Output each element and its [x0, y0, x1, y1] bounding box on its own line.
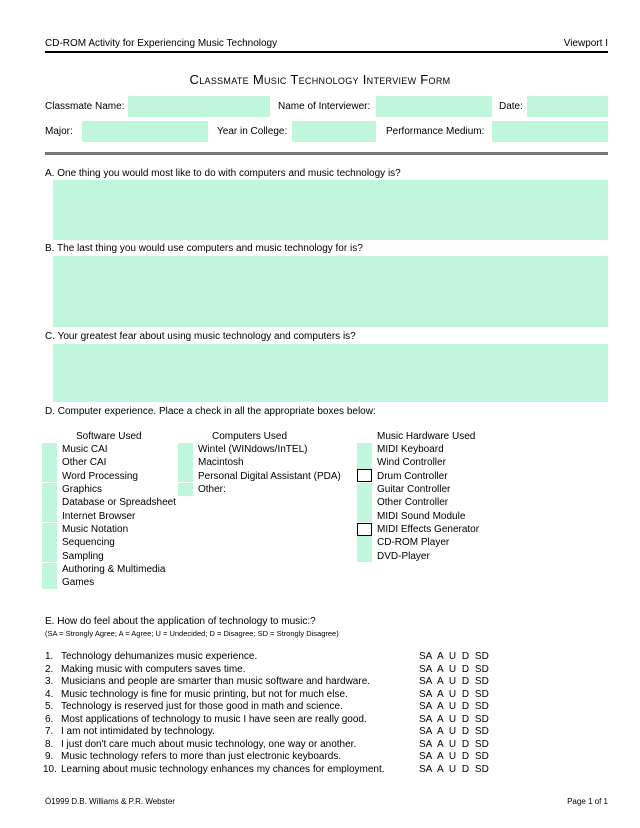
rating-statement: Making music with computers saves time.	[61, 663, 246, 675]
computers-checkbox[interactable]	[178, 443, 193, 456]
hardware-checkbox[interactable]	[357, 536, 372, 549]
software-item-games: Games	[62, 577, 95, 588]
rating-row	[45, 751, 515, 763]
software-item-other-cai: Other CAI	[62, 457, 107, 468]
hardware-checkbox[interactable]	[357, 496, 372, 509]
date-label: Date:	[499, 101, 523, 112]
classmate-name-field[interactable]	[128, 96, 270, 117]
year-field[interactable]	[292, 121, 376, 142]
software-checkbox[interactable]	[42, 509, 57, 522]
rating-row	[45, 701, 515, 713]
question-d: D. Computer experience. Place a check in all the appropriate boxes below:	[45, 406, 376, 417]
hardware-item-midi-keyboard: MIDI Keyboard	[377, 444, 444, 455]
question-a: A. One thing you would most like to do with computers and music technology is?	[45, 168, 401, 179]
software-item-sampling: Sampling	[62, 551, 104, 562]
software-item-internet-browser: Internet Browser	[62, 511, 136, 522]
rating-number: 6.	[45, 713, 54, 725]
computers-item-other: Other:	[198, 484, 226, 495]
date-field[interactable]	[527, 96, 608, 117]
answer-c-box[interactable]	[53, 344, 608, 402]
rating-number: 9.	[45, 751, 54, 762]
rating-number: 7.	[45, 726, 54, 737]
rating-scale[interactable]: SA A U D SD	[419, 688, 489, 700]
rating-scale[interactable]: SA A U D SD	[419, 763, 489, 775]
hardware-item-other-controller: Other Controller	[377, 497, 449, 508]
software-item-graphics: Graphics	[62, 484, 103, 495]
rating-number: 1.	[45, 651, 54, 662]
rating-statement: I am not intimidated by technology.	[61, 726, 215, 737]
rating-statement: Musicians and people are smarter than music software and hardware.	[61, 676, 371, 687]
software-checkbox[interactable]	[42, 563, 57, 576]
rating-row	[45, 714, 515, 726]
software-checkbox[interactable]	[42, 523, 57, 536]
hardware-item-guitar-controller: Guitar Controller	[377, 484, 451, 495]
hardware-checkbox[interactable]	[357, 523, 372, 536]
hardware-item-midi-sound-module: MIDI Sound Module	[377, 511, 466, 522]
software-checkbox[interactable]	[42, 549, 57, 562]
rating-statement: Music technology refers to more than just electronic keyboards.	[61, 751, 342, 762]
hardware-checkbox[interactable]	[357, 483, 372, 496]
hardware-item-dvd: DVD-Player	[377, 551, 430, 562]
hardware-checkbox[interactable]	[357, 456, 372, 469]
rating-statement: Learning about music technology enhances my chances for employment.	[61, 763, 385, 775]
computers-checkbox[interactable]	[178, 456, 193, 469]
rating-number: 5.	[45, 701, 54, 712]
rating-statement: Most applications of technology to music I have seen are really good.	[61, 713, 367, 725]
header-right: Viewport I	[563, 38, 608, 49]
header-left: CD-ROM Activity for Experiencing Music Technology	[45, 38, 278, 49]
rating-statement: Technology is reserved just for those good in math and science.	[61, 701, 343, 712]
software-checkbox[interactable]	[42, 443, 57, 456]
hardware-checkbox[interactable]	[357, 509, 372, 522]
hardware-checkbox[interactable]	[357, 469, 372, 482]
rating-number: 8.	[45, 738, 54, 750]
computers-heading: Computers Used	[212, 431, 288, 442]
medium-field[interactable]	[492, 121, 608, 142]
software-checkbox[interactable]	[42, 483, 57, 496]
rating-row	[45, 651, 515, 663]
hardware-item-drum-controller: Drum Controller	[377, 471, 448, 482]
footer-copyright: Ó1999 D.B. Williams & P.R. Webster	[45, 797, 175, 806]
rating-legend: (SA = Strongly Agree; A = Agree; U = Undecided; D = Disagree; SD = Strongly Disagree)	[45, 629, 339, 638]
software-item-database: Database or Spreadsheet	[62, 497, 176, 508]
question-e: E. How do feel about the application of technology to music:?	[45, 616, 316, 627]
header-rule	[45, 51, 608, 53]
major-field[interactable]	[82, 121, 208, 142]
page-title: Classmate Music Technology Interview Form	[189, 72, 451, 87]
hardware-item-wind-controller: Wind Controller	[377, 457, 446, 468]
software-item-music-cai: Music CAI	[62, 444, 108, 455]
hardware-checkbox[interactable]	[357, 443, 372, 456]
rating-number: 3.	[45, 676, 54, 687]
rating-scale[interactable]: SA A U D SD	[419, 676, 489, 687]
software-checkbox[interactable]	[42, 469, 57, 482]
rating-row	[45, 664, 515, 676]
rating-statement: Music technology is fine for music printing, but not for much else.	[61, 688, 348, 700]
rating-number: 10.	[43, 763, 57, 775]
rating-scale[interactable]: SA A U D SD	[419, 713, 489, 725]
rating-scale[interactable]: SA A U D SD	[419, 651, 489, 662]
rating-scale[interactable]: SA A U D SD	[419, 738, 489, 750]
computers-checkbox[interactable]	[178, 469, 193, 482]
classmate-name-label: Classmate Name:	[45, 101, 125, 112]
rating-row	[45, 676, 515, 688]
computers-item-macintosh: Macintosh	[198, 457, 244, 468]
hardware-item-cdrom: CD-ROM Player	[377, 537, 450, 548]
computers-item-wintel: Wintel (WINdows/InTEL)	[198, 444, 308, 455]
software-heading: Software Used	[76, 431, 142, 442]
rating-scale[interactable]: SA A U D SD	[419, 701, 489, 712]
software-checkbox[interactable]	[42, 496, 57, 509]
major-label: Major:	[45, 126, 73, 137]
answer-a-box[interactable]	[53, 180, 608, 240]
software-item-word-processing: Word Processing	[62, 471, 138, 482]
question-c: C. Your greatest fear about using music technology and computers is?	[45, 331, 356, 342]
rating-statement: Technology dehumanizes music experience.	[61, 651, 258, 662]
hardware-heading: Music Hardware Used	[377, 431, 476, 442]
rating-scale[interactable]: SA A U D SD	[419, 726, 489, 737]
rating-statement: I just don't care much about music technology, one way or another.	[61, 738, 357, 750]
software-checkbox[interactable]	[42, 576, 57, 589]
rating-scale[interactable]: SA A U D SD	[419, 663, 489, 675]
footer-page-number: Page 1 of 1	[567, 797, 608, 806]
year-label: Year in College:	[217, 126, 288, 137]
software-item-authoring: Authoring & Multimedia	[62, 564, 166, 575]
rating-number: 4.	[45, 688, 54, 700]
interviewer-field[interactable]	[376, 96, 492, 117]
medium-label: Performance Medium:	[386, 126, 485, 137]
rating-scale[interactable]: SA A U D SD	[419, 751, 489, 762]
interviewer-label: Name of Interviewer:	[278, 101, 371, 112]
hardware-item-midi-effects: MIDI Effects Generator	[377, 524, 480, 535]
section-divider	[45, 152, 608, 155]
rating-row	[45, 764, 515, 776]
software-checkbox[interactable]	[42, 536, 57, 549]
rating-number: 2.	[45, 663, 54, 675]
computers-checkbox[interactable]	[178, 483, 193, 496]
rating-row	[45, 689, 515, 701]
hardware-checkbox[interactable]	[357, 549, 372, 562]
computers-item-pda: Personal Digital Assistant (PDA)	[198, 471, 341, 482]
question-b: B. The last thing you would use computers and music technology for is?	[45, 243, 363, 254]
rating-row	[45, 739, 515, 751]
rating-row	[45, 726, 515, 738]
software-checkbox[interactable]	[42, 456, 57, 469]
answer-b-box[interactable]	[53, 256, 608, 327]
software-item-sequencing: Sequencing	[62, 537, 115, 548]
software-item-music-notation: Music Notation	[62, 524, 129, 535]
